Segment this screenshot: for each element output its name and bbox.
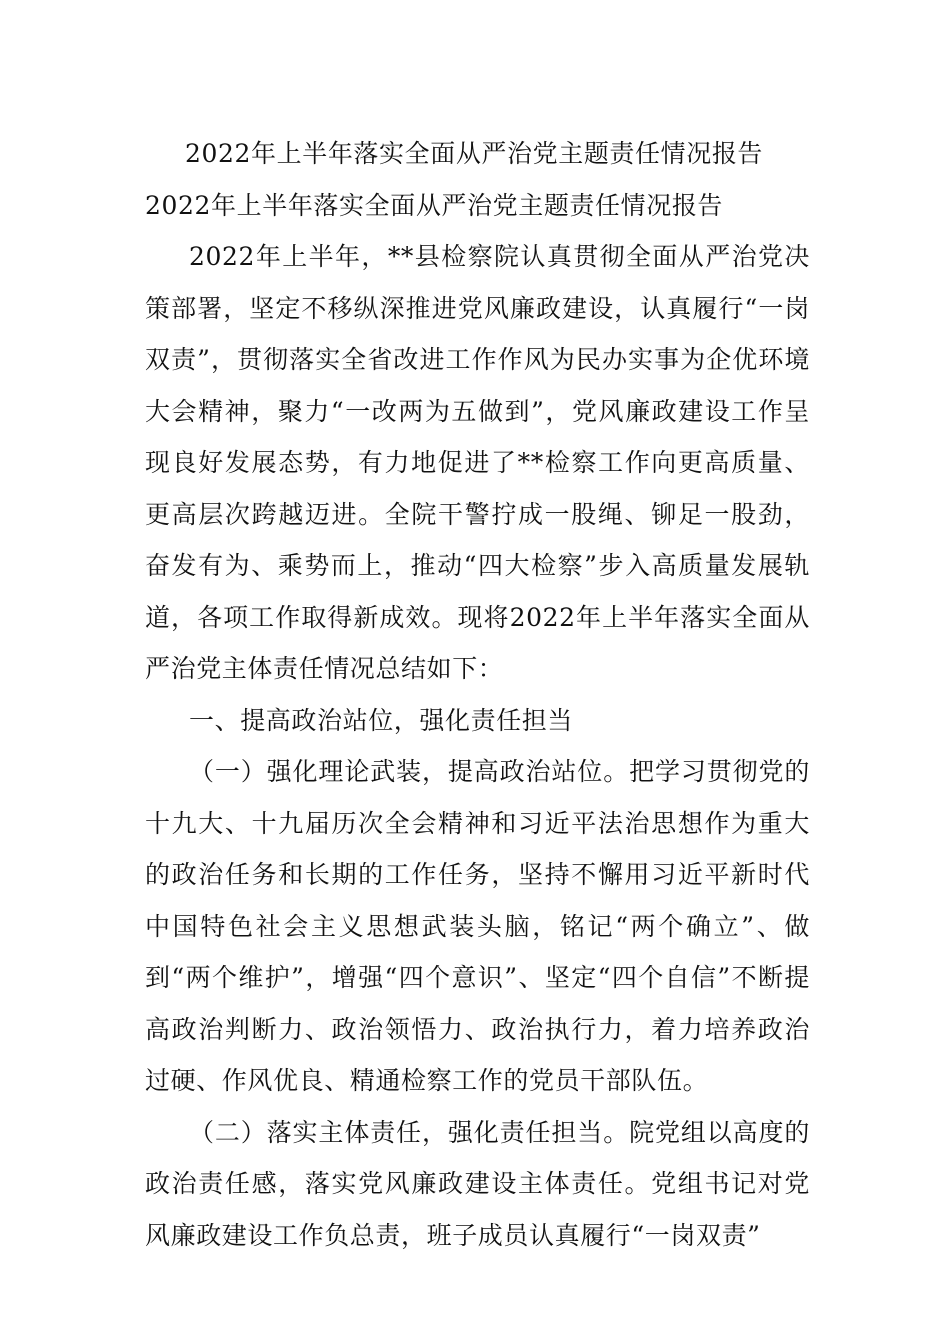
document-title-line-1: 2022年上半年落实全面从严治党主题责任情况报告 — [185, 139, 764, 168]
item-1-paragraph: （一）强化理论武装，提高政治站位。把学习贯彻党的十九大、十九届历次全会精神和习近平法治思想作为重大的政治任务和长期的工作任务，坚持不懈用习近平新时代中国特色社会主义思想武装头脑，铭记“两个确立”、做到“两个维护”，增强“四个意识”、坚定“四个自信”不断提高政治判断力、政治领悟力、政治执行力，着力培养政治过硬、作风优良、精通检察工作的党员干部队伍。 — [145, 757, 810, 1095]
section-1-heading: 一、提高政治站位，强化责任担当 — [189, 705, 574, 735]
document-title-line-2: 2022年上半年落实全面从严治党主题责任情况报告 — [145, 190, 724, 220]
document-body — [145, 128, 810, 1261]
intro-paragraph: 2022年上半年，**县检察院认真贯彻全面从严治党决策部署，坚定不移纵深推进党风廉政建设，认真履行“一岗双责”，贯彻落实全省改进工作作风为民办实事为企优环境大会精神，聚力“一改两为五做到”，党风廉政建设工作呈现良好发展态势，有力地促进了**检察工作向更高质量、更高层次跨越迈进。全院干警拧成一股绳、铆足一股劲，奋发有为、乘势而上，推动“四大检察”步入高质量发展轨道，各项工作取得新成效。现将2022年上半年落实全面从严治党主体责任情况总结如下： — [145, 242, 810, 683]
item-2-paragraph: （二）落实主体责任，强化责任担当。院党组以高度的政治责任感，落实党风廉政建设主体责任。党组书记对党风廉政建设工作负总责，班子成员认真履行“一岗双责” — [145, 1117, 810, 1250]
